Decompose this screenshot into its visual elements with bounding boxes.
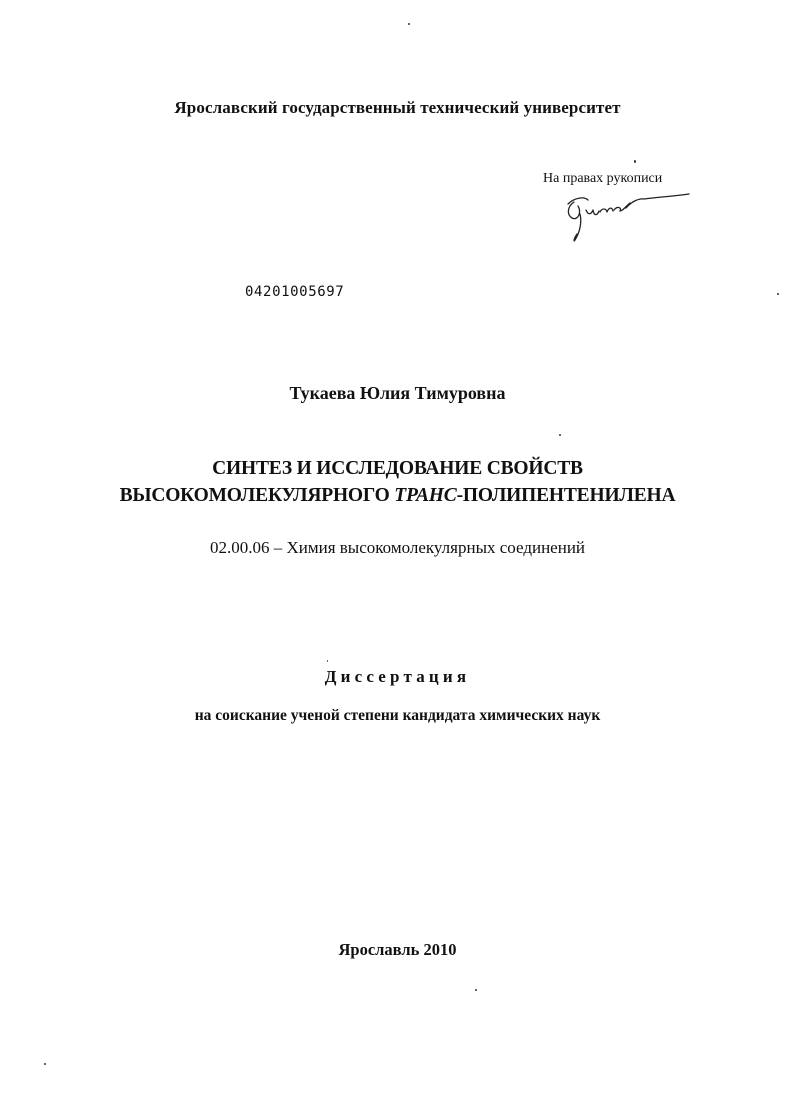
dissertation-title-line-2 xyxy=(0,485,795,507)
title-suffix: -ПОЛИПЕНТЕНИЛЕНА xyxy=(456,485,676,506)
scan-speck xyxy=(408,23,410,25)
scan-speck xyxy=(327,660,328,662)
scan-speck xyxy=(559,434,561,436)
manuscript-rights-label: На правах рукописи xyxy=(543,171,663,186)
document-type: Диссертация xyxy=(324,667,471,686)
dissertation-title-line-1: СИНТЕЗ И ИССЛЕДОВАНИЕ СВОЙСТВ xyxy=(212,458,583,479)
handwritten-signature xyxy=(560,188,690,248)
scan-speck xyxy=(634,160,636,163)
scan-speck xyxy=(44,1063,46,1065)
university-name: Ярославский государственный технический университет xyxy=(174,98,621,117)
specialty-code: 02.00.06 – Химия высокомолекулярных соединений xyxy=(209,538,586,557)
inventory-number: 04201005697 xyxy=(245,284,345,300)
scan-speck xyxy=(777,293,779,295)
author-name: Тукаева Юлия Тимуровна xyxy=(289,383,506,403)
title-italic-word: ТРАНС xyxy=(394,485,457,506)
scan-speck xyxy=(475,989,477,991)
city-and-year: Ярославль 2010 xyxy=(338,940,457,959)
degree-statement: на соискание ученой степени кандидата химических наук xyxy=(194,707,601,724)
title-prefix: ВЫСОКОМОЛЕКУЛЯРНОГО xyxy=(119,485,395,506)
